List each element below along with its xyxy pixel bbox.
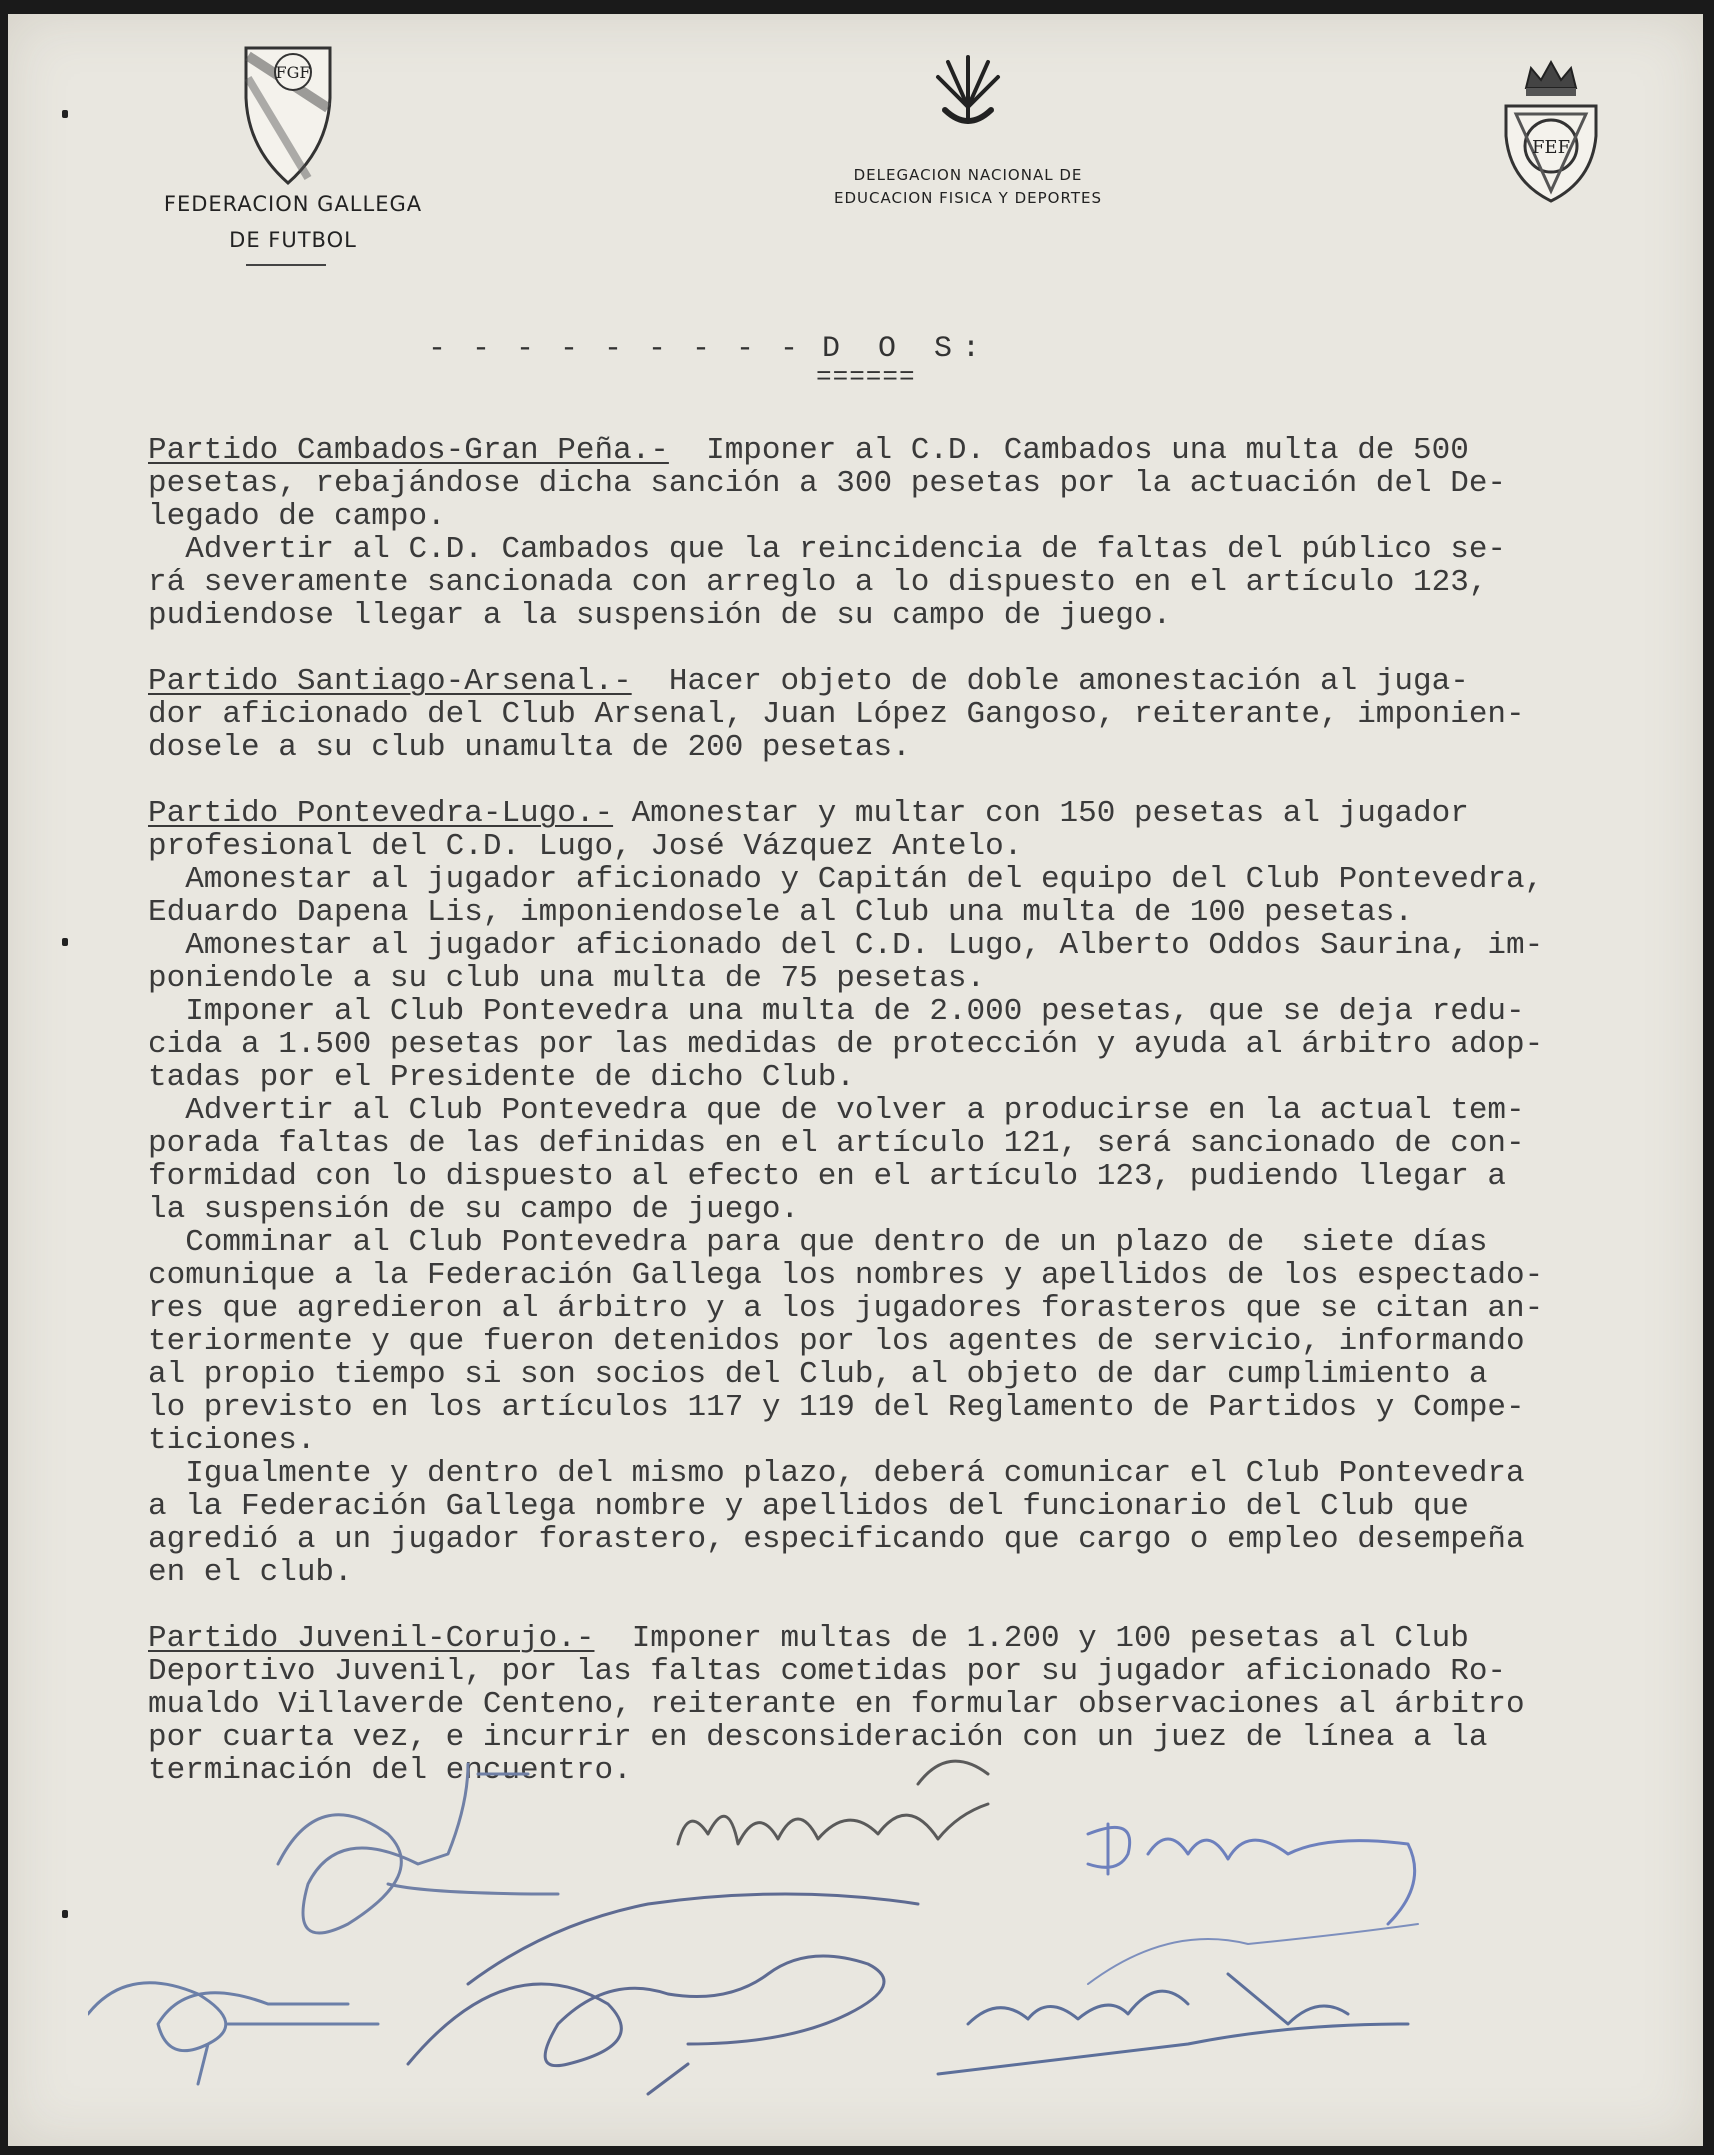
match-heading: Partido Santiago-Arsenal.- — [148, 664, 632, 699]
text-line: Partido Pontevedra-Lugo.- Amonestar y multar con 150 pesetas al jugador — [148, 796, 1469, 831]
document-body — [148, 434, 1678, 1820]
text-line: res que agredieron al árbitro y a los jugadores forasteros que se citan an- — [148, 1291, 1544, 1326]
text-line: la suspensión de su campo de juego. — [148, 1192, 800, 1227]
paragraph-cambados — [148, 434, 1678, 632]
match-heading: Partido Juvenil-Corujo.- — [148, 1621, 595, 1656]
text-line: Amonestar al jugador aficionado y Capitán del equipo del Club Pontevedra, — [148, 862, 1544, 897]
match-heading: Partido Pontevedra-Lugo.- — [148, 796, 614, 831]
text-line: Deportivo Juvenil, por las faltas cometidas por su jugador aficionado Ro- — [148, 1654, 1507, 1689]
yoke-arrows-emblem-icon — [933, 52, 1003, 132]
signature-2 — [678, 1761, 988, 1844]
text-line: Partido Santiago-Arsenal.- Hacer objeto de doble amonestación al juga- — [148, 664, 1469, 699]
text-line: por cuarta vez, e incurrir en desconsideración con un juez de línea a la — [148, 1720, 1488, 1755]
text-line: Amonestar al jugador aficionado del C.D. Lugo, Alberto Oddos Saurina, im- — [148, 928, 1544, 963]
federation-shield-icon — [238, 38, 338, 188]
signature-5 — [408, 1894, 918, 2094]
delegation-name-line1: DELEGACION NACIONAL DE — [853, 166, 1083, 184]
federation-name — [128, 186, 458, 258]
text-line: Eduardo Dapena Lis, imponiendosele al Club una multa de 100 pesetas. — [148, 895, 1414, 930]
section-title — [428, 322, 1028, 392]
punch-mark — [62, 938, 68, 946]
title-double-underline: ====== — [816, 362, 916, 392]
text-line: agredió a un jugador forastero, especificando que cargo o empleo desempeña — [148, 1522, 1525, 1557]
text-line: mualdo Villaverde Centeno, reiterante en formular observaciones al árbitro — [148, 1687, 1525, 1722]
text-line: Partido Juvenil-Corujo.- Imponer multas de 1.200 y 100 pesetas al Club — [148, 1621, 1469, 1656]
text-line: porada faltas de las definidas en el artículo 121, será sancionado de con- — [148, 1126, 1525, 1161]
text-line: Advertir al Club Pontevedra que de volver a producirse en la actual tem- — [148, 1093, 1525, 1128]
delegation-name — [768, 164, 1168, 210]
text-line: lo previsto en los artículos 117 y 119 del Reglamento de Partidos y Compe- — [148, 1390, 1525, 1425]
title-text: D O S: — [822, 332, 991, 366]
punch-mark — [62, 1910, 68, 1918]
punch-mark — [62, 110, 68, 118]
spanish-federation-crest-icon — [1496, 56, 1606, 206]
shield-monogram: FGF — [275, 63, 311, 82]
text-line: ticiones. — [148, 1423, 316, 1458]
text-line: Partido Cambados-Gran Peña.- Imponer al C.D. Cambados una multa de 500 — [148, 433, 1469, 468]
document-page — [8, 14, 1703, 2146]
text-line: al propio tiempo si son socios del Club, al objeto de dar cumplimiento a — [148, 1357, 1488, 1392]
text-line: pudiendose llegar a la suspensión de su campo de juego. — [148, 598, 1172, 633]
text-line: Advertir al C.D. Cambados que la reincidencia de faltas del público se- — [148, 532, 1507, 567]
text-line: Imponer al Club Pontevedra una multa de 2.000 pesetas, que se deja redu- — [148, 994, 1525, 1029]
signature-1 — [278, 1764, 558, 1933]
text-line: formidad con lo dispuesto al efecto en el artículo 123, pudiendo llegar a — [148, 1159, 1507, 1194]
text-line: legado de campo. — [148, 499, 446, 534]
paragraph-pontevedra — [148, 797, 1678, 1589]
paragraph-santiago — [148, 665, 1678, 764]
signature-3 — [1088, 1824, 1415, 1924]
text-line: Comminar al Club Pontevedra para que dentro de un plazo de siete días — [148, 1225, 1488, 1260]
text-line: terminación del encuentro. — [148, 1753, 632, 1788]
text-line: rá severamente sancionada con arreglo a lo dispuesto en el artículo 123, — [148, 565, 1488, 600]
text-line: tadas por el Presidente de dicho Club. — [148, 1060, 855, 1095]
text-line: profesional del C.D. Lugo, José Vázquez Antelo. — [148, 829, 1023, 864]
text-line: dosele a su club unamulta de 200 pesetas. — [148, 730, 911, 765]
header-rule — [246, 264, 326, 266]
text-line: teriormente y que fueron detenidos por los agentes de servicio, informando — [148, 1324, 1525, 1359]
signature-7 — [1088, 1924, 1418, 1984]
title-dashes: - - - - - - - - - — [428, 332, 803, 366]
text-line: cida a 1.500 pesetas por las medidas de protección y ayuda al árbitro adop- — [148, 1027, 1544, 1062]
text-line: dor aficionado del Club Arsenal, Juan López Gangoso, reiterante, imponien- — [148, 697, 1525, 732]
crest-monogram: FEF — [1531, 137, 1571, 158]
signatures-block — [88, 1744, 1488, 2124]
text-line: en el club. — [148, 1555, 353, 1590]
text-line: poniendole a su club una multa de 75 pesetas. — [148, 961, 986, 996]
signature-6 — [938, 1974, 1408, 2074]
text-line: a la Federación Gallega nombre y apellidos del funcionario del Club que — [148, 1489, 1469, 1524]
match-heading: Partido Cambados-Gran Peña.- — [148, 433, 669, 468]
signature-4 — [88, 1983, 378, 2084]
federation-name-line2: DE FUTBOL — [229, 228, 357, 252]
text-line: pesetas, rebajándose dicha sanción a 300 pesetas por la actuación del De- — [148, 466, 1507, 501]
federation-name-line1: FEDERACION GALLEGA — [163, 192, 423, 216]
text-line: comunique a la Federación Gallega los nombres y apellidos de los espectado- — [148, 1258, 1544, 1293]
delegation-name-line2: EDUCACION FISICA Y DEPORTES — [834, 189, 1102, 207]
text-line: Igualmente y dentro del mismo plazo, deberá comunicar el Club Pontevedra — [148, 1456, 1525, 1491]
